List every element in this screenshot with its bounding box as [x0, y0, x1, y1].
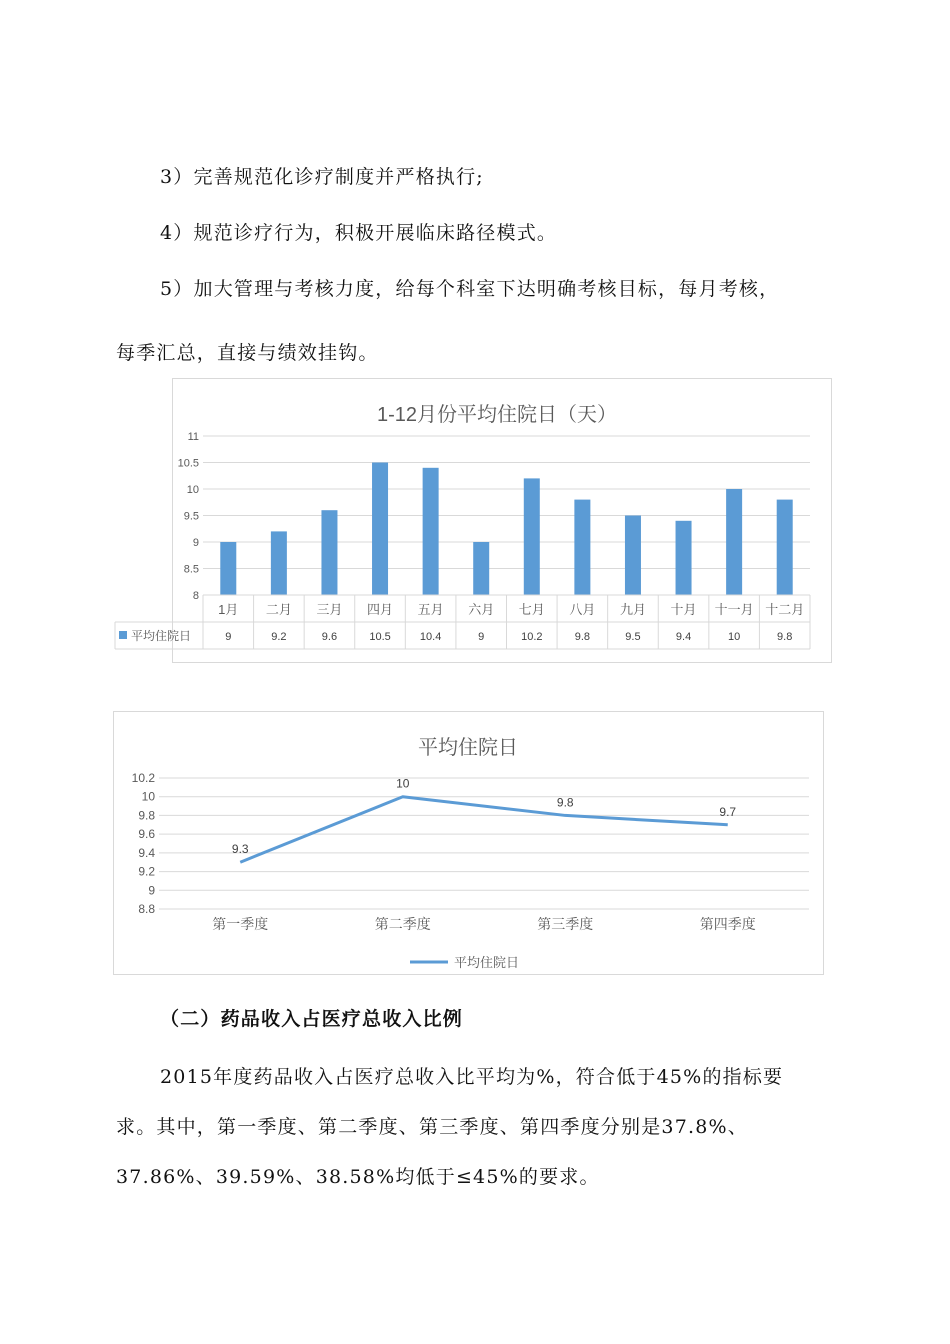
- x-category-label: 三月: [316, 602, 343, 617]
- table-value: 9.6: [321, 631, 338, 643]
- y-tick-label: 9: [148, 883, 155, 898]
- y-tick-label: 8.8: [138, 902, 155, 916]
- x-category-label: 四月: [367, 602, 394, 617]
- y-tick-label: 9.2: [138, 864, 155, 879]
- x-category-label: 第三季度: [537, 916, 594, 932]
- bar: [220, 542, 236, 595]
- y-tick-label: 9.6: [138, 827, 155, 842]
- bar: [676, 521, 692, 595]
- line-chart-title: 平均住院日: [418, 737, 518, 759]
- bar: [321, 510, 337, 595]
- bar-chart-container: [131, 378, 832, 663]
- bar: [574, 500, 590, 595]
- table-value: 10: [728, 631, 741, 643]
- body-line-1: 2015年度药品收入占医疗总收入比平均为%，符合低于45%的指标要: [160, 1066, 784, 1088]
- line-chart-container: [113, 711, 824, 975]
- bar: [271, 531, 287, 595]
- x-category-label: 六月: [468, 602, 495, 617]
- bar: [473, 542, 489, 595]
- paragraph-4: 4）规范诊疗行为，积极开展临床路径模式。: [160, 222, 558, 244]
- paragraph-3: 3）完善规范化诊疗制度并严格执行;: [160, 166, 484, 188]
- y-tick-label: 10: [141, 789, 155, 804]
- y-tick-label: 8.5: [183, 563, 199, 576]
- y-tick-label: 10.5: [177, 457, 199, 470]
- table-value: 9: [478, 631, 485, 643]
- table-value: 9.8: [574, 631, 591, 643]
- line-chart: [114, 712, 823, 974]
- bar: [625, 516, 641, 596]
- bar: [423, 468, 439, 595]
- y-tick-label: 10: [186, 484, 199, 496]
- x-category-label: 八月: [569, 602, 596, 617]
- table-value: 10.5: [369, 631, 391, 643]
- y-tick-label: 10.2: [131, 771, 155, 785]
- table-value: 9.8: [777, 631, 793, 643]
- x-category-label: 七月: [518, 602, 545, 617]
- y-tick-label: 9: [192, 537, 199, 549]
- x-category-label: 十二月: [765, 602, 805, 617]
- legend-label: 平均住院日: [454, 955, 520, 970]
- y-tick-label: 9.4: [138, 845, 155, 860]
- bar-chart: [131, 379, 831, 662]
- bar: [372, 463, 388, 596]
- y-tick-label: 8: [192, 590, 199, 602]
- bar-chart-title: 1-12月份平均住院日（天）: [376, 404, 618, 426]
- x-category-label: 第二季度: [374, 916, 431, 932]
- y-tick-label: 9.8: [138, 808, 155, 823]
- data-label: 9.7: [719, 804, 737, 819]
- bar: [777, 500, 793, 595]
- x-category-label: 二月: [265, 602, 292, 617]
- x-category-label: 五月: [417, 602, 444, 617]
- body-line-3: 37.86%、39.59%、38.58%均低于≤45%的要求。: [116, 1166, 600, 1188]
- x-category-label: 十月: [670, 602, 697, 617]
- legend-label: 平均住院日: [131, 629, 192, 643]
- data-label: 9.3: [231, 842, 249, 857]
- table-value: 9.2: [271, 631, 287, 643]
- table-value: 10.2: [521, 631, 543, 643]
- bar: [524, 478, 540, 595]
- x-category-label: 十一月: [714, 602, 754, 617]
- x-category-label: 第一季度: [212, 916, 269, 932]
- legend-marker: [119, 631, 127, 639]
- data-label: 9.8: [556, 795, 574, 810]
- data-label: 10: [396, 776, 410, 791]
- y-tick-label: 9.5: [183, 510, 199, 523]
- x-category-label: 九月: [619, 602, 646, 617]
- table-value: 9.5: [625, 631, 641, 643]
- bar: [726, 489, 742, 595]
- paragraph-5: 5）加大管理与考核力度，给每个科室下达明确考核目标，每月考核，: [160, 278, 780, 300]
- body-line-2: 求。其中，第一季度、第二季度、第三季度、第四季度分别是37.8%、: [116, 1116, 748, 1138]
- x-category-label: 1月: [218, 602, 239, 617]
- table-value: 9.4: [675, 631, 692, 643]
- table-value: 9: [225, 631, 232, 643]
- x-category-label: 第四季度: [699, 916, 756, 932]
- paragraph-5-continued: 每季汇总，直接与绩效挂钩。: [116, 342, 379, 364]
- y-tick-label: 11: [187, 431, 199, 443]
- table-value: 10.4: [419, 631, 442, 643]
- section-heading: （二）药品收入占医疗总收入比例: [160, 1008, 464, 1030]
